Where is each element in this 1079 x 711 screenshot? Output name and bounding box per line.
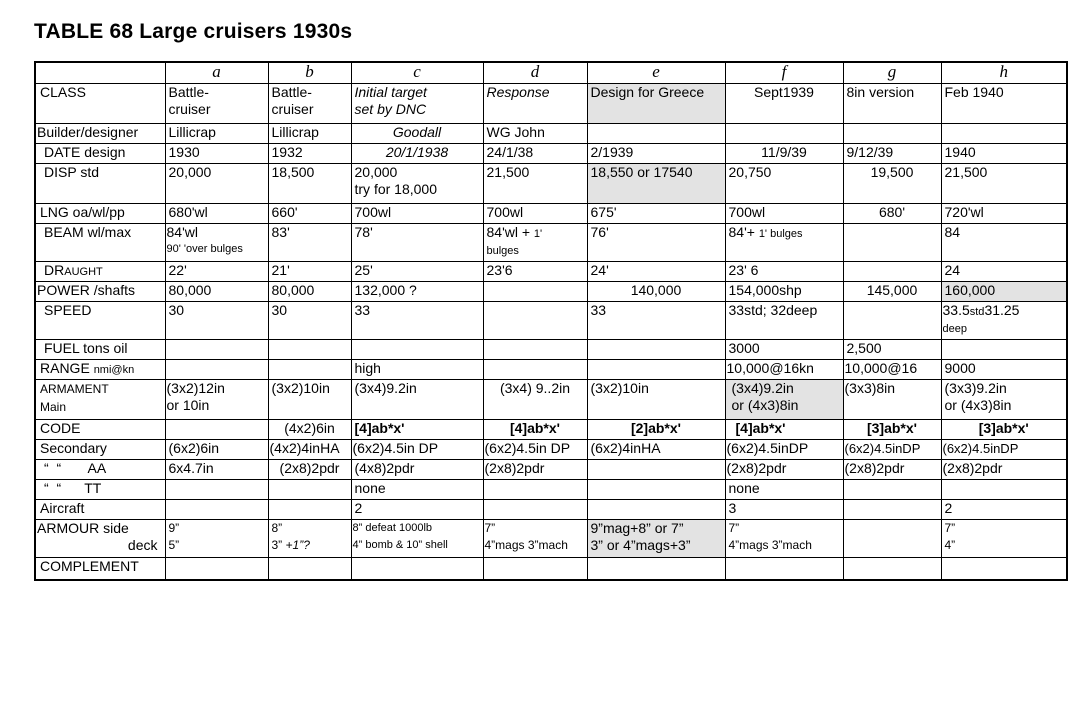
cell: (3x4) 9..2in xyxy=(483,380,587,420)
cell: 720'wl xyxy=(941,204,1067,224)
cell: 80,000 xyxy=(268,282,351,302)
col-g: g xyxy=(843,62,941,84)
draught-cap: DR xyxy=(44,262,65,278)
row-aa xyxy=(35,460,1067,480)
cell: 145,000 xyxy=(843,282,941,302)
row-aircraft xyxy=(35,500,1067,520)
col-c: c xyxy=(351,62,483,84)
row-armament xyxy=(35,380,1067,420)
cell xyxy=(725,124,843,144)
cell xyxy=(941,520,1067,558)
row-label xyxy=(35,380,165,420)
beam-a-note: 90' 'over bulges xyxy=(166,243,243,255)
cell xyxy=(843,500,941,520)
row-beam xyxy=(35,224,1067,262)
cell: 680' xyxy=(843,204,941,224)
row-secondary xyxy=(35,440,1067,460)
row-label: Aircraft xyxy=(35,500,165,520)
cell: 700wl xyxy=(725,204,843,224)
cell: Design for Greece xyxy=(587,84,725,124)
row-disp xyxy=(35,164,1067,204)
armour-deck-value: 4” bomb & 10” shell xyxy=(352,539,448,551)
cell: 18,550 or 17540 xyxy=(587,164,725,204)
row-label: Secondary xyxy=(35,440,165,460)
cell xyxy=(165,520,268,558)
cell xyxy=(165,480,268,500)
row-label: DISP std xyxy=(35,164,165,204)
cell: (6x2)4.5in DP xyxy=(483,440,587,460)
row-label: Builder/designer xyxy=(35,124,165,144)
cell: 10,000@16 xyxy=(843,360,941,380)
row-complement xyxy=(35,558,1067,580)
cell xyxy=(483,282,587,302)
row-class xyxy=(35,84,1067,124)
cruiser-table xyxy=(34,61,1068,581)
row-label xyxy=(35,262,165,282)
row-fuel xyxy=(35,340,1067,360)
speed-h-std: std xyxy=(969,306,985,318)
cell xyxy=(483,224,587,262)
cell xyxy=(587,360,725,380)
cell: [3]ab*x' xyxy=(843,420,941,440)
cell: 2/1939 xyxy=(587,144,725,164)
range-label-small: nmi@kn xyxy=(93,364,135,376)
cell: (2x8)2pdr xyxy=(843,460,941,480)
cell xyxy=(483,480,587,500)
cell: none xyxy=(725,480,843,500)
speed-h-value: 33.5 xyxy=(942,302,970,318)
row-label xyxy=(35,520,165,558)
cell xyxy=(165,224,268,262)
cell: 24 xyxy=(941,262,1067,282)
cell: 25' xyxy=(351,262,483,282)
cell xyxy=(587,340,725,360)
cell: 700wl xyxy=(483,204,587,224)
cell: 20,000 xyxy=(165,164,268,204)
cell: (6x2)4.5in DP xyxy=(351,440,483,460)
beam-d-small: 1' xyxy=(533,228,543,240)
cell xyxy=(483,558,587,580)
armour-side-value: 7” xyxy=(484,521,496,535)
cell: (3x2)12in or 10in xyxy=(165,380,268,420)
cell: (6x2)4.5inDP xyxy=(941,440,1067,460)
cell xyxy=(268,360,351,380)
armour-deck-value: 4”mags 3”mach xyxy=(728,538,812,552)
armour-side-value: 8” defeat 1000lb xyxy=(352,522,433,534)
col-f: f xyxy=(725,62,843,84)
cell xyxy=(941,302,1067,340)
cell xyxy=(483,360,587,380)
row-lng xyxy=(35,204,1067,224)
row-range xyxy=(35,360,1067,380)
armour-side-value: 7” xyxy=(944,521,956,535)
cell xyxy=(268,340,351,360)
cell: 3 xyxy=(725,500,843,520)
armour-deck-value: 4”mags 3”mach xyxy=(484,538,568,552)
cell: (3x2)10in xyxy=(587,380,725,420)
cell: none xyxy=(351,480,483,500)
col-e: e xyxy=(587,62,725,84)
armour-side-value: 8” xyxy=(271,521,283,535)
cell: 22' xyxy=(165,262,268,282)
cell: 18,500 xyxy=(268,164,351,204)
cell: 21,500 xyxy=(941,164,1067,204)
cell: (3x4)9.2in xyxy=(351,380,483,420)
cell: 11/9/39 xyxy=(725,144,843,164)
row-label: CODE xyxy=(35,420,165,440)
cell xyxy=(843,124,941,144)
beam-f-value: 84'+ xyxy=(728,224,759,240)
cell: WG John xyxy=(483,124,587,144)
cell: [4]ab*x' xyxy=(351,420,483,440)
row-speed xyxy=(35,302,1067,340)
armour-deck-extra: +1”? xyxy=(285,538,310,552)
cell: high xyxy=(351,360,483,380)
corner-cell xyxy=(35,62,165,84)
cell: [2]ab*x' xyxy=(587,420,725,440)
cell xyxy=(351,340,483,360)
cell: Lillicrap xyxy=(268,124,351,144)
cell xyxy=(351,520,483,558)
armour-side-label: ARMOUR side xyxy=(37,520,129,536)
row-label: “ “ TT xyxy=(35,480,165,500)
cell: 20,750 xyxy=(725,164,843,204)
cell: (6x2)4inHA xyxy=(587,440,725,460)
cell: (3x3)9.2in or (4x3)8in xyxy=(941,380,1067,420)
cell xyxy=(483,500,587,520)
cell: 30 xyxy=(268,302,351,340)
cell: [4]ab*x' xyxy=(725,420,843,440)
cell xyxy=(483,302,587,340)
armour-side-value: 9” xyxy=(168,521,180,535)
table-title: TABLE 68 Large cruisers 1930s xyxy=(34,20,353,43)
draught-smallcaps: AUGHT xyxy=(64,266,103,278)
armour-side-value: 7” xyxy=(728,521,740,535)
cell xyxy=(165,500,268,520)
cell: 21' xyxy=(268,262,351,282)
row-armour xyxy=(35,520,1067,558)
armour-deck-value: 3” or 4”mags+3” xyxy=(590,537,691,553)
cell xyxy=(587,480,725,500)
beam-d-value: 84'wl + xyxy=(486,224,534,240)
cell xyxy=(843,480,941,500)
cell xyxy=(165,558,268,580)
row-draught xyxy=(35,262,1067,282)
cell: 23' 6 xyxy=(725,262,843,282)
beam-f-note: 1' bulges xyxy=(758,228,803,240)
cell: Initial target set by DNC xyxy=(351,84,483,124)
cell: (2x8)2pdr xyxy=(941,460,1067,480)
cell xyxy=(587,500,725,520)
cell: 160,000 xyxy=(941,282,1067,302)
row-builder xyxy=(35,124,1067,144)
cell xyxy=(483,520,587,558)
armour-side-value: 9”mag+8” or 7” xyxy=(590,520,684,536)
cell xyxy=(725,520,843,558)
cell xyxy=(843,302,941,340)
cell: 3000 xyxy=(725,340,843,360)
cell: (3x2)10in xyxy=(268,380,351,420)
cell: 21,500 xyxy=(483,164,587,204)
cell: (6x2)4.5inDP xyxy=(843,440,941,460)
cell xyxy=(165,360,268,380)
cell: 2,500 xyxy=(843,340,941,360)
armament-label: ARMAMENT xyxy=(40,382,109,396)
armament-main-label: Main xyxy=(40,400,67,414)
cell: 8in version xyxy=(843,84,941,124)
cell: 1940 xyxy=(941,144,1067,164)
armour-deck-value: 3” xyxy=(271,538,286,552)
cell xyxy=(941,340,1067,360)
cell: 2 xyxy=(351,500,483,520)
cell: 30 xyxy=(165,302,268,340)
cell: 9000 xyxy=(941,360,1067,380)
cell: (3x3)8in xyxy=(843,380,941,420)
cell: 660' xyxy=(268,204,351,224)
cell: Sept1939 xyxy=(725,84,843,124)
cell: (2x8)2pdr xyxy=(483,460,587,480)
cell xyxy=(941,558,1067,580)
row-label: CLASS xyxy=(35,84,165,124)
cell: 9/12/39 xyxy=(843,144,941,164)
beam-d-note: bulges xyxy=(486,245,519,257)
cell: 24' xyxy=(587,262,725,282)
cell: 2 xyxy=(941,500,1067,520)
cell xyxy=(725,558,843,580)
col-a: a xyxy=(165,62,268,84)
col-b: b xyxy=(268,62,351,84)
cell xyxy=(268,480,351,500)
cell: 700wl xyxy=(351,204,483,224)
armour-deck-value: 5” xyxy=(168,538,180,552)
row-label: BEAM wl/max xyxy=(35,224,165,262)
cell xyxy=(587,124,725,144)
cell: 1930 xyxy=(165,144,268,164)
col-d: d xyxy=(483,62,587,84)
cell: 24/1/38 xyxy=(483,144,587,164)
cell: 33std; 32deep xyxy=(725,302,843,340)
row-label: SPEED xyxy=(35,302,165,340)
row-label: “ “ AA xyxy=(35,460,165,480)
cell xyxy=(941,480,1067,500)
cell: 33 xyxy=(351,302,483,340)
cell xyxy=(941,124,1067,144)
speed-h-deep: deep xyxy=(942,323,967,335)
cell xyxy=(725,224,843,262)
cell: 680'wl xyxy=(165,204,268,224)
row-power xyxy=(35,282,1067,302)
cell: (2x8)2pdr xyxy=(725,460,843,480)
armour-deck-label: deck xyxy=(127,537,158,553)
row-tt xyxy=(35,480,1067,500)
cell: 19,500 xyxy=(843,164,941,204)
cell: 80,000 xyxy=(165,282,268,302)
column-letter-row xyxy=(35,62,1067,84)
cell: Battle- cruiser xyxy=(268,84,351,124)
cell: 83' xyxy=(268,224,351,262)
cell xyxy=(165,420,268,440)
cell: 675' xyxy=(587,204,725,224)
cell: 20/1/1938 xyxy=(351,144,483,164)
cell xyxy=(843,558,941,580)
cell xyxy=(587,558,725,580)
cell: 132,000 ? xyxy=(351,282,483,302)
cell: 10,000@16kn xyxy=(725,360,843,380)
armour-deck-value: 4” xyxy=(944,538,956,552)
cell xyxy=(268,558,351,580)
row-label: FUEL tons oil xyxy=(35,340,165,360)
cell: Goodall xyxy=(351,124,483,144)
cell: (2x8)2pdr xyxy=(268,460,351,480)
cell xyxy=(587,520,725,558)
cell: Response xyxy=(483,84,587,124)
cell: 140,000 xyxy=(587,282,725,302)
row-label: LNG oa/wl/pp xyxy=(35,204,165,224)
row-label xyxy=(35,360,165,380)
cell: 154,000shp xyxy=(725,282,843,302)
cell: (6x2)6in xyxy=(165,440,268,460)
cell xyxy=(843,224,941,262)
cell: (6x2)4.5inDP xyxy=(725,440,843,460)
cell: (4x2)4inHA xyxy=(268,440,351,460)
cell: 78' xyxy=(351,224,483,262)
cell xyxy=(268,520,351,558)
cell: 23'6 xyxy=(483,262,587,282)
cell: 76' xyxy=(587,224,725,262)
cell: Feb 1940 xyxy=(941,84,1067,124)
cell xyxy=(351,558,483,580)
cell xyxy=(268,500,351,520)
cell: (3x4)9.2in or (4x3)8in xyxy=(725,380,843,420)
cell: (4x8)2pdr xyxy=(351,460,483,480)
cell: 20,000 try for 18,000 xyxy=(351,164,483,204)
beam-a-value: 84'wl xyxy=(166,224,198,240)
cell xyxy=(483,340,587,360)
row-label: DATE design xyxy=(35,144,165,164)
row-label: POWER /shafts xyxy=(35,282,165,302)
cell: 84 xyxy=(941,224,1067,262)
cell: Lillicrap xyxy=(165,124,268,144)
cell xyxy=(165,340,268,360)
col-h: h xyxy=(941,62,1067,84)
row-code xyxy=(35,420,1067,440)
range-label: RANGE xyxy=(40,360,90,376)
cell: 33 xyxy=(587,302,725,340)
speed-h-deep-value: 31.25 xyxy=(984,302,1020,318)
cell: [3]ab*x' xyxy=(941,420,1067,440)
cell xyxy=(843,262,941,282)
cell: Battle- cruiser xyxy=(165,84,268,124)
cell: (4x2)6in xyxy=(268,420,351,440)
row-label: COMPLEMENT xyxy=(35,558,165,580)
cell: [4]ab*x' xyxy=(483,420,587,440)
cell: 1932 xyxy=(268,144,351,164)
cell xyxy=(843,520,941,558)
row-date xyxy=(35,144,1067,164)
cell xyxy=(587,460,725,480)
cell: 6x4.7in xyxy=(165,460,268,480)
